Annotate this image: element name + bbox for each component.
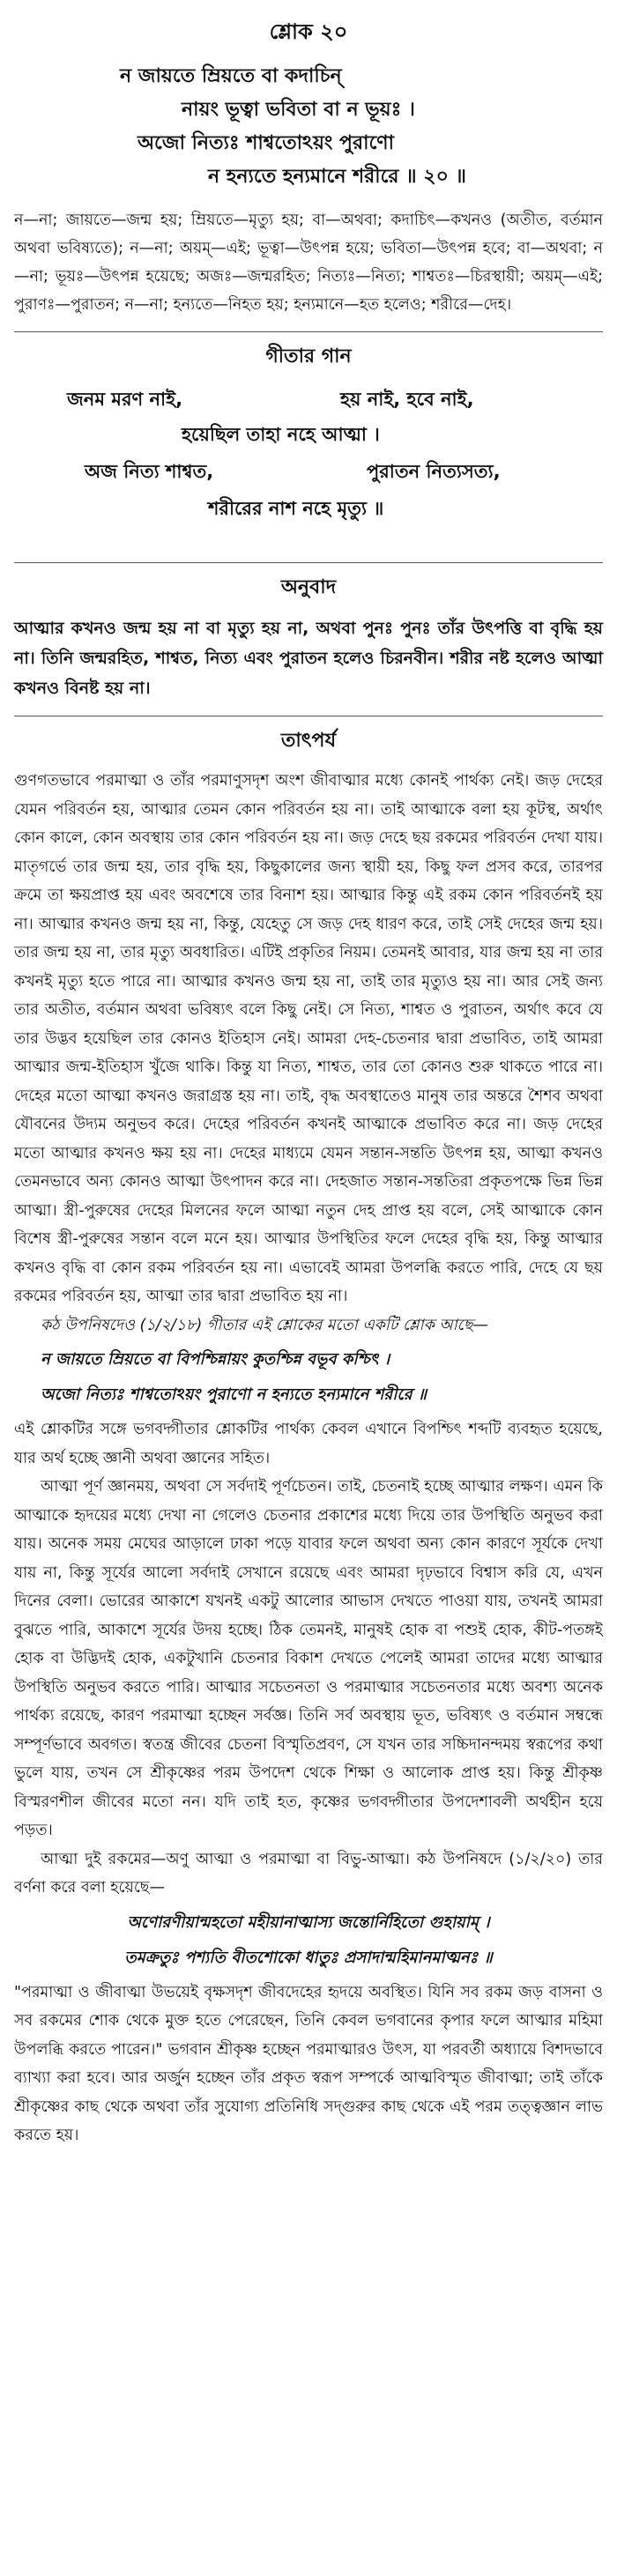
quote-line: অজো নিত্যঃ শাশ্বতোঽয়ং পুরাণো ন হন্যতে হন্যমানে শরীরে ॥ (41, 1385, 427, 1404)
purport-heading: তাৎপর্য (280, 730, 337, 752)
quote-line: ন জায়তে ম্রিয়তে বা বিপশ্চিন্নায়ং কুতশ্চিন্ন বভূব কশ্চিৎ । (41, 1350, 390, 1369)
synonyms: ন—না; জায়তে—জন্ম হয়; ম্রিয়তে—মৃত্যু হয়; বা—অথবা; কদাচিৎ—কখনও (অতীত, বর্তমান অথবা ভবিষ্যতে); ন—না; অয়ম্‌—এই; ভূত্বা—উৎপন্ন হয়ে; ভবিতা—উৎপন্ন হবে; বা—অথবা; ন—না; ভূয়ঃ—উৎপন্ন হয়েছে; অজঃ—জন্মরহিত; নিত্যঃ—নিত্য; শাশ্বতঃ—চিরস্থায়ী; অয়ম্‌—এই; পুরাণঃ—পুরাতন; ন—না; হন্যতে—নিহত হয়; হন্যমানে—হত হলেও; শরীরে—দেহ। (14, 212, 603, 314)
song-line-1-left: জনম মরণ নাই, (67, 389, 183, 410)
song-line-4: শরীরের নাশ নহে মৃত্যু ॥ (208, 498, 384, 519)
song-line-2: হয়েছিল তাহা নহে আত্মা । (182, 424, 380, 445)
song-line-3-right: পুরাতন নিত্যসত্য, (367, 461, 501, 482)
song-line-3-left: অজ নিত্য শাশ্বত, (85, 461, 214, 482)
verse-line-2: নায়ং ভূত্বা ভবিতা বা ন ভূয়ঃ । (182, 99, 415, 121)
divider (14, 331, 603, 332)
verse-line-3: অজো নিত্যঃ শাশ্বতোঽয়ং পুরাণো (138, 132, 394, 154)
verse-number: শ্লোক ২০ (269, 19, 348, 44)
song-heading: গীতার গান (265, 345, 352, 367)
purport-paragraph: আত্মা দুই রকমের—অণু আত্মা ও পরমাত্মা বা বিভু-আত্মা। কঠ উপনিষদে (১/২/২০) তার বর্ণনা করে বলা হয়েছে— (14, 1850, 603, 1897)
quote-line: তমক্রতুঃ পশ্যতি বীতশোকো ধাতুঃ প্রসাদান্মহিমানমাত্মনঃ ॥ (124, 1948, 493, 1967)
song-block (14, 382, 603, 550)
verse-block (14, 60, 603, 194)
purport-paragraph: গুণগতভাবে পরমাত্মা ও তাঁর পরমাণুসদৃশ অংশ জীবাত্মার মধ্যে কোনই পার্থক্য নেই। জড় দেহের যেমন পরিবর্তন হয়, আত্মার তেমন কোন পরিবর্তন হয় না। তাই আত্মাকে বলা হয় কূটস্থ, অর্থাৎ কোন কালে, কোন অবস্থায় তার কোন পরিবর্তন হয় না। জড় দেহে ছয় রকমের পরিবর্তন দেখা যায়। মাতৃগর্ভে তার জন্ম হয়, তার বৃদ্ধি হয়, কিছুকালের জন্য স্থায়ী হয়, কিছু ফল প্রসব করে, তারপর ক্রমে তা ক্ষয়প্রাপ্ত হয় এবং অবশেষে তার বিনাশ হয়। আত্মার কিন্তু এই রকম কোন পরিবর্তনই হয় না। আত্মার কখনও জন্ম হয় না, কিন্তু, যেহেতু সে জড় দেহ ধারণ করে, তাই সেই দেহের জন্ম হয়। তার জন্ম হয় না, তার মৃত্যু অবধারিত। এটিই প্রকৃতির নিয়ম। তেমনই আবার, যার জন্ম হয় না তার কখনই মৃত্যু হতে পারে না। আত্মার কখনও জন্ম হয় না, তাই তার মৃত্যুও হয় না। আর সেই জন্য তার অতীত, বর্তমান অথবা ভবিষ্যৎ বলে কিছু নেই। সে নিত্য, শাশ্বত ও পুরাতন, অর্থাৎ কবে যে তার উদ্ভব হয়েছিল তার কোনও ইতিহাস নেই। আমরা দেহ-চেতনার দ্বারা প্রভাবিত, তাই আমরা আত্মার জন্ম-ইতিহাস খুঁজে থাকি। কিন্তু যা নিত্য, শাশ্বত, তার তো কোনও শুরু থাকতে পারে না। দেহের মতো আত্মা কখনও জরাগ্রস্ত হয় না। তাই, বৃদ্ধ অবস্থাতেও মানুষ তার অন্তরে শৈশব অথবা যৌবনের উদ্যম অনুভব করে। দেহের পরিবর্তন কখনই আত্মাকে প্রভাবিত করে না। জড় দেহের মতো আত্মার কখনও ক্ষয় হয় না। দেহের মাধ্যমে যেমন সন্তান-সন্ততি উৎপন্ন হয়, আত্মা কখনও তেমনভাবে অন্য কোনও আত্মা উৎপাদন করে না। দেহজাত সন্তান-সন্ততিরা প্রকৃতপক্ষে ভিন্ন ভিন্ন আত্মা। স্ত্রী-পুরুষের দেহের মিলনের ফলে আত্মা নতুন দেহ প্রাপ্ত হয় বলে, সেই আত্মাকে কোন বিশেষ স্ত্রী-পুরুষের সন্তান বলে মনে হয়। আত্মার উপস্থিতির ফলে দেহের বৃদ্ধি হয়, কিন্তু আত্মার কখনও বৃদ্ধি বা কোন রকম পরিবর্তন হয় না। এভাবেই আমরা উপলব্ধি করতে পারি, দেহে যে ছয় রকমের পরিবর্তন হয়, আত্মা তার দ্বারা প্রভাবিত হয় না। (14, 772, 603, 1305)
translation-text: আত্মার কখনও জন্ম হয় না বা মৃত্যু হয় না, অথবা পুনঃ পুনঃ তাঁর উৎপত্তি বা বৃদ্ধি হয় না। তিনি জন্মরহিত, শাশ্বত, নিত্য এবং পুরাতন হলেও চিরনবীন। শরীর নষ্ট হলেও আত্মা কখনও বিনষ্ট হয় না। (14, 619, 603, 698)
verse-line-1: ন জায়তে ম্রিয়তে বা কদাচিন্‌ (120, 65, 342, 87)
divider (14, 562, 603, 563)
purport-body (14, 767, 603, 2150)
purport-paragraph: এই শ্লোকটির সঙ্গে ভগবদ্গীতার শ্লোকটির পার্থক্য কেবল এখানে বিপশ্চিৎ শব্দটি ব্যবহৃত হয়েছে, যার অর্থ হচ্ছে জ্ঞানী অথবা জ্ঞানের সহিত। (14, 1421, 603, 1467)
purport-paragraph: "পরমাত্মা ও জীবাত্মা উভয়েই বৃক্ষসদৃশ জীবদেহের হৃদয়ে অবস্থিত। যিনি সব রকম জড় বাসনা ও সব রকমের শোক থেকে মুক্ত হতে পেরেছেন, তিনি কেবল ভগবানের কৃপার ফলে আত্মার মহিমা উপলব্ধি করতে পারেন।" ভগবান শ্রীকৃষ্ণ হচ্ছেন পরমাত্মারও উৎস, যা পরবর্তী অধ্যায়ে বিশদভাবে ব্যাখ্যা করা হবে। আর অর্জুন হচ্ছেন তাঁর প্রকৃত স্বরূপ সম্পর্কে আত্মবিস্মৃত জীবাত্মা; তাই তাঁকে শ্রীকৃষ্ণের কাছ থেকে অথবা তাঁর সুযোগ্য প্রতিনিধি সদ্গুরুর কাছ থেকে এই পরম তত্ত্বজ্ঞান লাভ করতে হয়। (14, 1983, 603, 2144)
purport-paragraph: আত্মা পূর্ণ জ্ঞানময়, অথবা সে সর্বদাই পূর্ণচেতন। তাই, চেতনাই হচ্ছে আত্মার লক্ষণ। এমন কি আত্মাকে হৃদয়ের মধ্যে দেখা না গেলেও চেতনার প্রকাশের মধ্যে দিয়ে তার উপস্থিতি অনুভব করা যায়। অনেক সময় মেঘের আড়ালে ঢাকা পড়ে যাবার ফলে অথবা অন্য কোন কারণে সূর্যকে দেখা যায় না, কিন্তু সূর্যের আলো সর্বদাই সেখানে রয়েছে এবং আমরা দৃঢ়ভাবে বিশ্বাস করি যে, এখন দিনের বেলা। ভোরের আকাশে যখনই একটু আলোর আভাস দেখতে পাওয়া যায়, তখনই আমরা বুঝতে পারি, আকাশে সূর্যের উদয় হচ্ছে। ঠিক তেমনই, মানুষই হোক বা পশুই হোক, কীট-পতঙ্গই হোক বা উদ্ভিদই হোক, একটুখানি চেতনার বিকাশ দেখতে পেলেই আমরা তাদের মধ্যে আত্মার উপস্থিতি অনুভব করতে পারি। আত্মার সচেতনতা ও পরমাত্মার সচেতনতার মধ্যে অবশ্য অনেক পার্থক্য রয়েছে, কারণ পরমাত্মা হচ্ছেন সর্বজ্ঞ। তিনি সর্ব অবস্থায় ভূত, ভবিষ্যৎ ও বর্তমান সম্বন্ধে সম্পূর্ণভাবে অবগত। স্বতন্ত্র জীবের চেতনা বিস্মৃতিপ্রবণ, সে যখন তার সচ্চিদানন্দময় স্বরূপের কথা ভুলে যায়, তখন সে শ্রীকৃষ্ণের পরম উপদেশ থেকে শিক্ষা ও আলোক প্রাপ্ত হয়। কিন্তু শ্রীকৃষ্ণ বিস্মরণশীল জীবের মতো নন। যদি তাই হত, কৃষ্ণের ভগবদ্গীতার উপদেশাবলী অর্থহীন হয়ে পড়ত। (14, 1478, 603, 1839)
song-line-1-right: হয় নাই, হবে নাই, (340, 389, 474, 410)
verse-line-4: ন হন্যতে হন্যমানে শরীরে ॥ ২০ ॥ (208, 166, 466, 188)
katha-intro: কঠ উপনিষদেও (১/২/১৮) গীতার এই শ্লোকের মতো একটি শ্লোক আছে— (41, 1316, 488, 1334)
quote-line: অণোরণীয়ান্মহতো মহীয়ানাত্মাস্য জন্তোর্নিহিতো গুহায়াম্‌ । (127, 1912, 490, 1932)
translation-heading: অনুবাদ (280, 576, 337, 598)
